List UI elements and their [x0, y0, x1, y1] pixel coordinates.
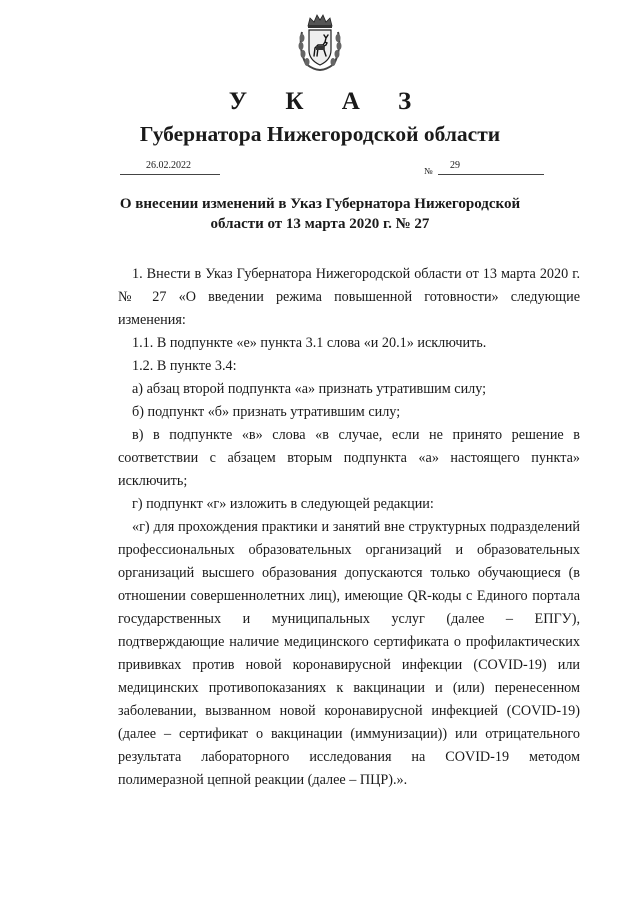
document-title: О внесении изменений в Указ Губернатора Нижегородской области от 13 марта 2020 г. № 27: [119, 196, 521, 232]
number-underline: [438, 174, 544, 175]
decree-issuer: Губернатора Нижегородской области: [139, 122, 501, 146]
decree-heading: У К А З: [228, 88, 428, 115]
paragraph: 1.1. В подпункте «е» пункта 3.1 слова «и 20.1» исключить.: [132, 335, 487, 351]
paragraph: 1.2. В пункте 3.4:: [132, 358, 237, 374]
number-sign: №: [424, 166, 433, 176]
paragraph: 1. Внести в Указ Губернатора Нижегородской области от 13 марта 2020 г. № 27 «О введении режима повышенной готовности» следующие изменения:: [118, 266, 580, 328]
paragraph: б) подпункт «б» признать утратившим силу;: [132, 404, 401, 420]
paragraph: «г) для прохождения практики и занятий вне структурных подразделений профессиональных образовательных организаций и образовательных организаций высшего образования допускаются только обучающиеся (в отношении совершеннолетних лиц), имеющие QR-коды с Единого портала государственных и муниципальных услуг (далее – ЕПГУ), подтверждающие наличие медицинского сертификата о профилактических прививках против новой коронавирусной инфекции (COVID-19) или медицинских противопоказаниях к вакцинации и (или) перенесенном заболевании, вызванном новой коронавирусной инфекцией (COVID-19) (далее – сертификат о вакцинации (иммунизации)) или отрицательного результата лабораторного исследования на COVID-19 методом полимеразной цепной реакции (далее – ПЦР).».: [118, 519, 580, 788]
decree-date: 26.02.2022: [146, 160, 191, 171]
paragraph: в) в подпункте «в» слова «в случае, если не принято решение в соответствии с абзацем вторым подпункта «а» настоящего пункта» исключить;: [118, 427, 580, 489]
nizhny-novgorod-coat-of-arms-icon: [296, 12, 344, 74]
date-underline: [120, 174, 220, 175]
document-body: [118, 263, 580, 792]
decree-number: 29: [450, 160, 460, 171]
paragraph: г) подпункт «г» изложить в следующей редакции:: [132, 496, 434, 512]
paragraph: а) абзац второй подпункта «а» признать утратившим силу;: [132, 381, 487, 397]
